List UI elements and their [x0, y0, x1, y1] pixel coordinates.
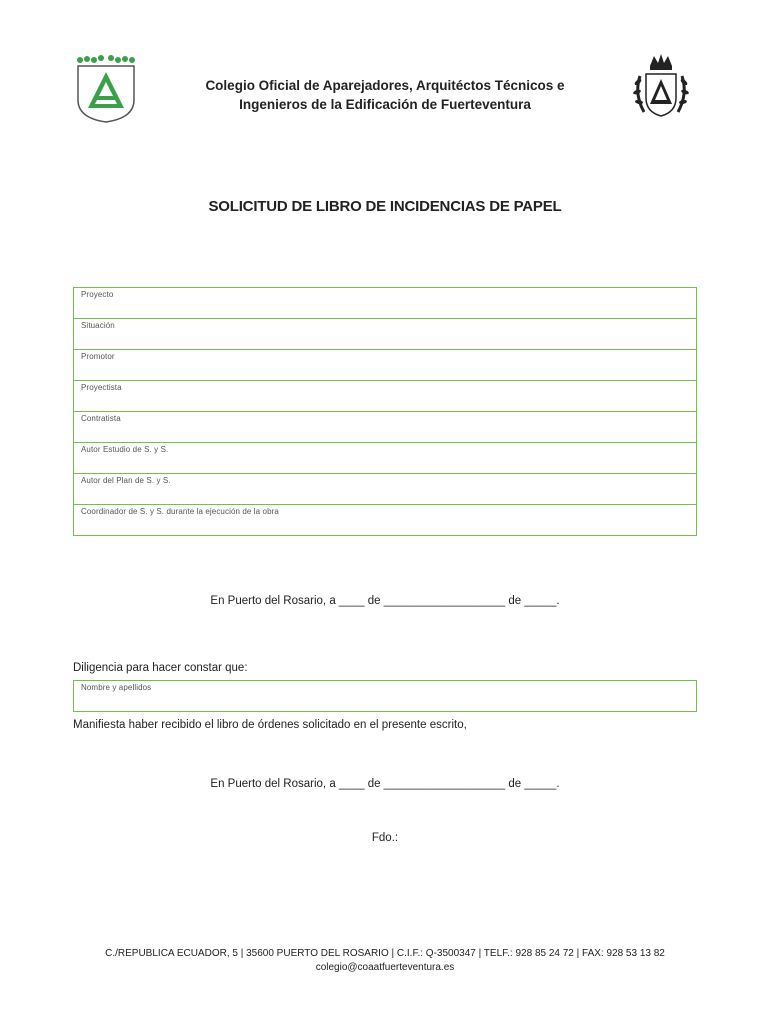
- field-situacion[interactable]: [74, 319, 696, 350]
- organization-name: [150, 76, 620, 114]
- field-label: Contratista: [81, 414, 121, 423]
- signature-label: Fdo.:: [371, 832, 399, 844]
- field-promotor[interactable]: [74, 350, 696, 381]
- field-label: Autor Estudio de S. y S.: [81, 445, 169, 454]
- field-proyectista[interactable]: [74, 381, 696, 412]
- field-label: Promotor: [81, 352, 115, 361]
- coaat-logo: [74, 52, 138, 124]
- field-autor-plan[interactable]: [74, 474, 696, 505]
- field-autor-estudio[interactable]: [74, 443, 696, 474]
- footer: [0, 947, 770, 975]
- field-coordinador[interactable]: [74, 505, 696, 535]
- field-nombre-apellidos[interactable]: [73, 680, 697, 712]
- organization-name-line2: Ingenieros de la Edificación de Fuerteventura: [239, 97, 531, 112]
- request-form: [73, 287, 697, 536]
- field-proyecto[interactable]: [74, 288, 696, 319]
- footer-address: C./REPUBLICA ECUADOR, 5 | 35600 PUERTO DEL ROSARIO | C.I.F.: Q-3500347 | TELF.: 928 85 24 72 | FAX: 928 53 13 82: [105, 948, 665, 959]
- field-label: Autor del Plan de S. y S.: [81, 476, 171, 485]
- field-label: Proyectista: [81, 383, 122, 392]
- footer-email: colegio@coaatfuerteventura.es: [315, 962, 455, 973]
- date-line: En Puerto del Rosario, a ____ de ___________________ de _____.: [210, 595, 560, 607]
- document-title: SOLICITUD DE LIBRO DE INCIDENCIAS DE PAPEL: [208, 198, 562, 215]
- crest-seal-icon: [630, 52, 692, 122]
- organization-name-line1: Colegio Oficial de Aparejadores, Arquitéctos Técnicos e: [205, 78, 565, 93]
- coaat-logo-icon: [74, 52, 138, 124]
- field-contratista[interactable]: [74, 412, 696, 443]
- diligencia-text: Diligencia para hacer constar que:: [73, 662, 248, 674]
- field-label: Situación: [81, 321, 115, 330]
- field-label: Nombre y apellidos: [81, 683, 152, 692]
- manifiesta-text: Manifiesta haber recibido el libro de órdenes solicitado en el presente escrito,: [73, 719, 467, 731]
- crest-logo: [630, 52, 692, 122]
- field-label: Coordinador de S. y S. durante la ejecución de la obra: [81, 507, 279, 516]
- date-line: En Puerto del Rosario, a ____ de ___________________ de _____.: [210, 778, 560, 790]
- field-label: Proyecto: [81, 290, 114, 299]
